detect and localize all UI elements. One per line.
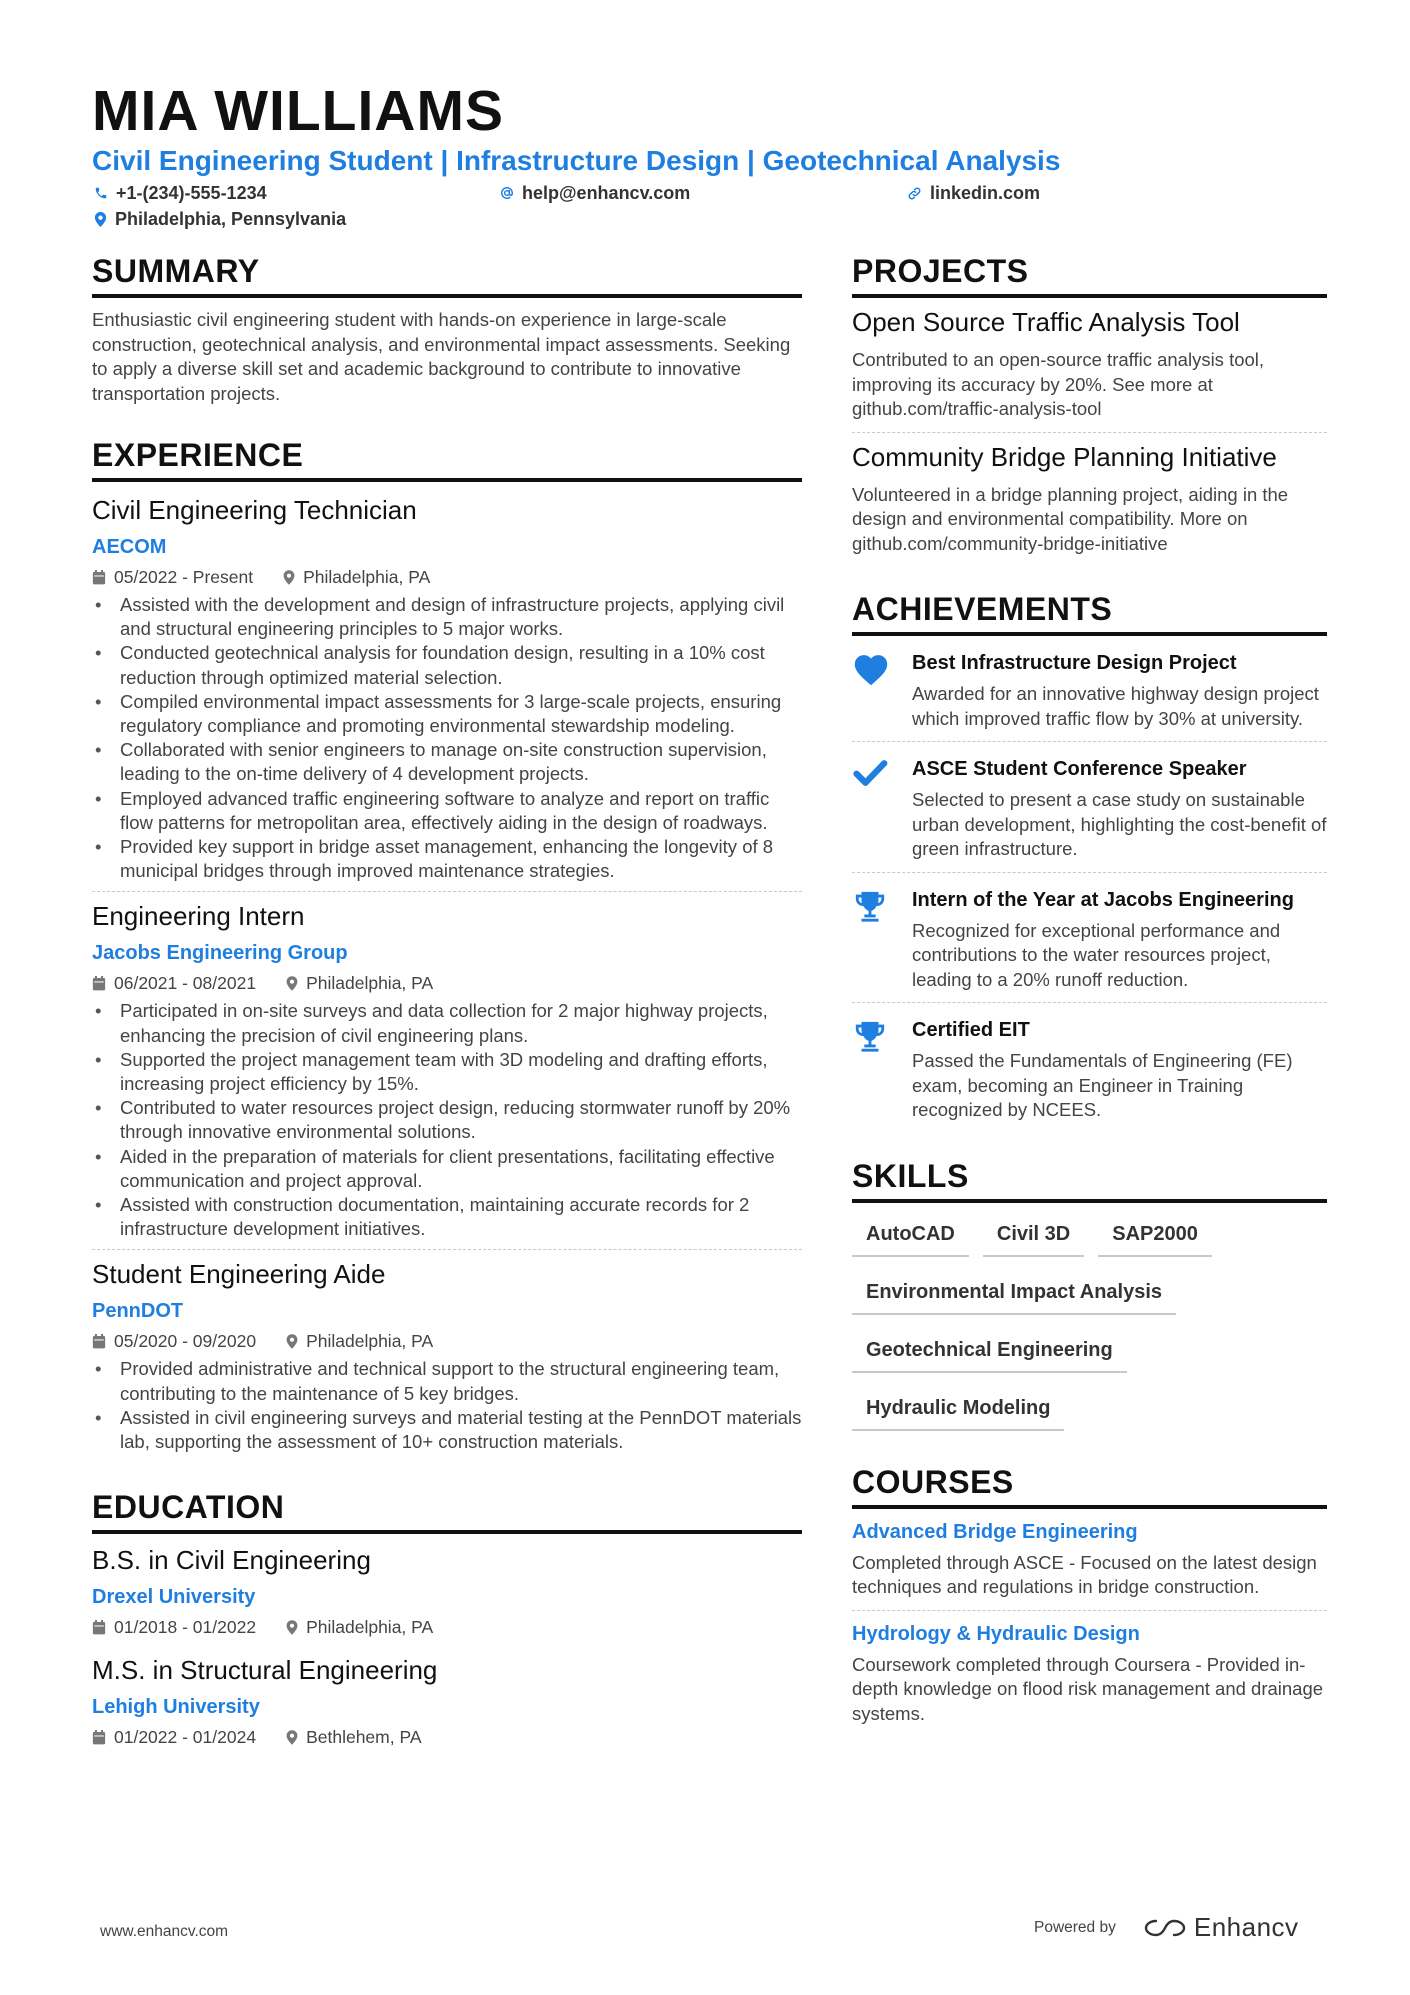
experience-section	[92, 436, 802, 1462]
courses-heading: COURSES	[852, 1463, 1327, 1509]
phone-text: +1-(234)-555-1234	[116, 183, 267, 203]
achievement-entry	[852, 872, 1327, 1003]
job-location-text: Philadelphia, PA	[303, 567, 431, 587]
degree-title: M.S. in Structural Engineering	[92, 1655, 438, 1686]
achievement-icon-wrap	[852, 887, 912, 993]
education-dates-text: 01/2018 - 01/2022	[114, 1617, 257, 1638]
bullet-item: • Provided administrative and technical support to the structural engineering team, contributing to the maintenance of 5 key bridges.	[92, 1357, 802, 1405]
education-dates	[92, 1616, 256, 1638]
linkedin-text: linkedin.com	[930, 183, 1041, 203]
company-name: Jacobs Engineering Group	[92, 942, 348, 965]
education-meta	[92, 1726, 802, 1748]
project-description: Contributed to an open-source traffic analysis tool, improving its accuracy by 20%. See more at github.com/traffic-analysis-tool	[852, 349, 1265, 419]
job-title: Civil Engineering Technician	[92, 495, 417, 525]
location-pin-icon	[286, 1620, 298, 1635]
powered-by-label: Powered by	[1034, 1918, 1116, 1936]
education-dates	[92, 1726, 256, 1748]
summary-heading: SUMMARY	[92, 252, 802, 298]
skill-tag: Geotechnical Engineering	[852, 1331, 1127, 1373]
achievement-title: Intern of the Year at Jacobs Engineering	[912, 888, 1294, 911]
course-description: Completed through ASCE - Focused on the latest design techniques and regulations in bridge construction.	[852, 1551, 1317, 1597]
check-icon	[852, 758, 888, 788]
skill-tag: AutoCAD	[852, 1215, 969, 1257]
education-heading: EDUCATION	[92, 1488, 802, 1534]
education-dates-text: 01/2022 - 01/2024	[114, 1727, 257, 1748]
candidate-name: MIA WILLIAMS	[92, 79, 504, 143]
education-location-text: Bethlehem, PA	[306, 1727, 422, 1748]
calendar-icon	[92, 1730, 106, 1745]
footer-website[interactable]: www.enhancv.com	[100, 1923, 229, 1940]
course-description: Coursework completed through Coursera - Provided in-depth knowledge on flood risk management and drainage systems.	[852, 1653, 1324, 1724]
experience-entry	[92, 891, 802, 1249]
skills-section	[852, 1157, 1327, 1447]
project-description: Volunteered in a bridge planning project, aiding in the design and environmental compatibility. More on github.com/community-bridge-initiative	[852, 483, 1289, 554]
bullet-item: • Collaborated with senior engineers to manage on-site construction supervision, leading to the on-time delivery of 4 development projects.	[92, 738, 802, 786]
right-column	[852, 252, 1327, 1736]
contact-phone[interactable]	[94, 182, 267, 204]
job-bullets	[92, 593, 802, 883]
contact-location	[94, 208, 346, 230]
at-icon	[500, 186, 514, 200]
education-meta	[92, 1616, 802, 1638]
job-location-text: Philadelphia, PA	[306, 1331, 434, 1352]
bullet-item: • Aided in the preparation of materials for client presentations, facilitating effective communication and project approval.	[92, 1145, 802, 1193]
job-location	[286, 1330, 433, 1352]
bullet-item: • Compiled environmental impact assessments for 3 large-scale projects, ensuring regulatory compliance and promoting environmental stewardship modeling.	[92, 690, 802, 738]
achievement-entry	[852, 1002, 1327, 1133]
job-meta	[92, 566, 802, 588]
job-location	[286, 972, 433, 994]
contact-linkedin[interactable]	[907, 182, 1040, 204]
bullet-item: • Participated in on-site surveys and data collection for 2 major highway projects, enhancing the precision of civil engineering plans.	[92, 999, 802, 1047]
job-dates-text: 05/2020 - 09/2020	[114, 1331, 257, 1352]
achievement-description: Awarded for an innovative highway design project which improved traffic flow by 30% at university.	[912, 683, 1319, 729]
projects-heading: PROJECTS	[852, 252, 1327, 298]
courses-section	[852, 1463, 1327, 1737]
job-meta	[92, 1330, 802, 1352]
brand-logo[interactable]	[1142, 1912, 1299, 1943]
education-entry	[92, 1544, 802, 1646]
experience-list	[92, 494, 802, 1462]
achievement-entry	[852, 741, 1327, 872]
company-name: AECOM	[92, 536, 167, 558]
achievements-heading: ACHIEVEMENTS	[852, 590, 1327, 636]
summary-section	[92, 252, 802, 406]
achievement-description: Recognized for exceptional performance and contributions to the water resources project, leading to a 20% runoff reduction.	[912, 919, 1281, 990]
summary-text: Enthusiastic civil engineering student with hands-on experience in large-scale construction, geotechnical analysis, and environmental impact assessments. Seeking to apply a diverse skill set and academic background to contribute to innovative transportation projects.	[92, 309, 791, 404]
location-text: Philadelphia, Pennsylvania	[115, 209, 347, 229]
job-location-text: Philadelphia, PA	[306, 973, 434, 994]
achievement-description: Passed the Fundamentals of Engineering (FE) exam, becoming an Engineer in Training recognized by NCEES.	[912, 1050, 1293, 1120]
job-bullets	[92, 999, 802, 1241]
experience-entry	[92, 494, 802, 891]
skill-tag: SAP2000	[1098, 1215, 1212, 1257]
location-pin-icon	[286, 976, 298, 991]
calendar-icon	[92, 976, 106, 991]
calendar-icon	[92, 570, 106, 585]
job-dates	[92, 972, 256, 994]
job-location	[283, 566, 430, 588]
course-title: Hydrology & Hydraulic Design	[852, 1622, 1140, 1645]
skills-heading: SKILLS	[852, 1157, 1327, 1203]
bullet-item: • Provided key support in bridge asset management, enhancing the longevity of 8 municipal bridges through improved maintenance strategies.	[92, 835, 802, 883]
location-pin-icon	[283, 570, 295, 585]
job-dates-text: 05/2022 - Present	[114, 567, 254, 587]
experience-entry	[92, 1249, 802, 1462]
job-title: Student Engineering Aide	[92, 1259, 386, 1290]
projects-section	[852, 252, 1327, 566]
bullet-item: • Contributed to water resources project design, reducing stormwater runoff by 20% through innovative environmental solutions.	[92, 1096, 802, 1144]
location-pin-icon	[94, 212, 107, 227]
candidate-tagline: Civil Engineering Student | Infrastructure Design | Geotechnical Analysis	[92, 145, 1061, 176]
brand-name: Enhancv	[1193, 1912, 1299, 1942]
enhancv-logo-icon	[1142, 1916, 1188, 1940]
calendar-icon	[92, 1334, 106, 1349]
achievement-entry	[852, 636, 1327, 741]
skill-tag: Hydraulic Modeling	[852, 1389, 1064, 1431]
link-icon	[907, 186, 922, 201]
education-location	[286, 1616, 433, 1638]
project-title: Community Bridge Planning Initiative	[852, 441, 1277, 472]
achievement-title: Certified EIT	[912, 1019, 1030, 1041]
skill-tag: Civil 3D	[983, 1215, 1084, 1257]
left-column	[92, 252, 802, 1756]
footer-branding	[1034, 1912, 1299, 1943]
location-pin-icon	[286, 1334, 298, 1349]
bullet-item: • Employed advanced traffic engineering software to analyze and report on traffic flow patterns for metropolitan area, effectively aiding in the design of roadways.	[92, 787, 802, 835]
calendar-icon	[92, 1620, 106, 1635]
project-entry	[852, 298, 1327, 432]
job-dates-text: 06/2021 - 08/2021	[114, 973, 257, 994]
company-name: PennDOT	[92, 1300, 184, 1323]
skill-tag: Environmental Impact Analysis	[852, 1273, 1176, 1315]
achievement-description: Selected to present a case study on sustainable urban development, highlighting the cost-benefit of green infrastructure.	[912, 789, 1327, 859]
location-pin-icon	[286, 1730, 298, 1745]
education-location-text: Philadelphia, PA	[306, 1617, 434, 1638]
job-dates	[92, 566, 253, 588]
education-location	[286, 1726, 421, 1748]
achievement-icon-wrap	[852, 1017, 912, 1123]
course-entry	[852, 1509, 1327, 1610]
course-entry	[852, 1610, 1327, 1737]
heart-icon	[852, 652, 890, 686]
email-text: help@enhancv.com	[522, 183, 691, 203]
degree-title: B.S. in Civil Engineering	[92, 1545, 371, 1576]
project-title: Open Source Traffic Analysis Tool	[852, 307, 1240, 337]
trophy-icon	[852, 889, 888, 923]
contact-email[interactable]	[500, 182, 690, 204]
job-title: Engineering Intern	[92, 901, 305, 932]
education-list	[92, 1544, 802, 1756]
school-name: Lehigh University	[92, 1696, 260, 1719]
bullet-item: • Supported the project management team with 3D modeling and drafting efforts, increasing project efficiency by 15%.	[92, 1048, 802, 1096]
achievement-icon-wrap	[852, 650, 912, 731]
job-meta	[92, 972, 802, 994]
bullet-item: • Assisted with construction documentation, maintaining accurate records for 2 infrastructure development initiatives.	[92, 1193, 802, 1241]
phone-icon	[94, 186, 108, 200]
bullet-item: • Conducted geotechnical analysis for foundation design, resulting in a 10% cost reduction through optimized material selection.	[92, 641, 802, 689]
bullet-item: • Assisted in civil engineering surveys and material testing at the PennDOT materials lab, supporting the assessment of 10+ construction materials.	[92, 1406, 802, 1454]
bullet-item: • Assisted with the development and design of infrastructure projects, applying civil and structural engineering principles to 5 major works.	[92, 593, 802, 641]
achievement-title: ASCE Student Conference Speaker	[912, 758, 1247, 780]
experience-heading: EXPERIENCE	[92, 436, 802, 482]
job-dates	[92, 1330, 256, 1352]
achievements-section	[852, 590, 1327, 1133]
project-entry	[852, 432, 1327, 567]
trophy-icon	[852, 1019, 888, 1053]
job-bullets	[92, 1357, 802, 1454]
school-name: Drexel University	[92, 1586, 256, 1609]
education-entry	[92, 1646, 802, 1756]
education-section	[92, 1488, 802, 1756]
skills-list	[852, 1215, 1327, 1447]
course-title: Advanced Bridge Engineering	[852, 1520, 1138, 1543]
achievement-icon-wrap	[852, 756, 912, 862]
achievement-title: Best Infrastructure Design Project	[912, 652, 1237, 674]
